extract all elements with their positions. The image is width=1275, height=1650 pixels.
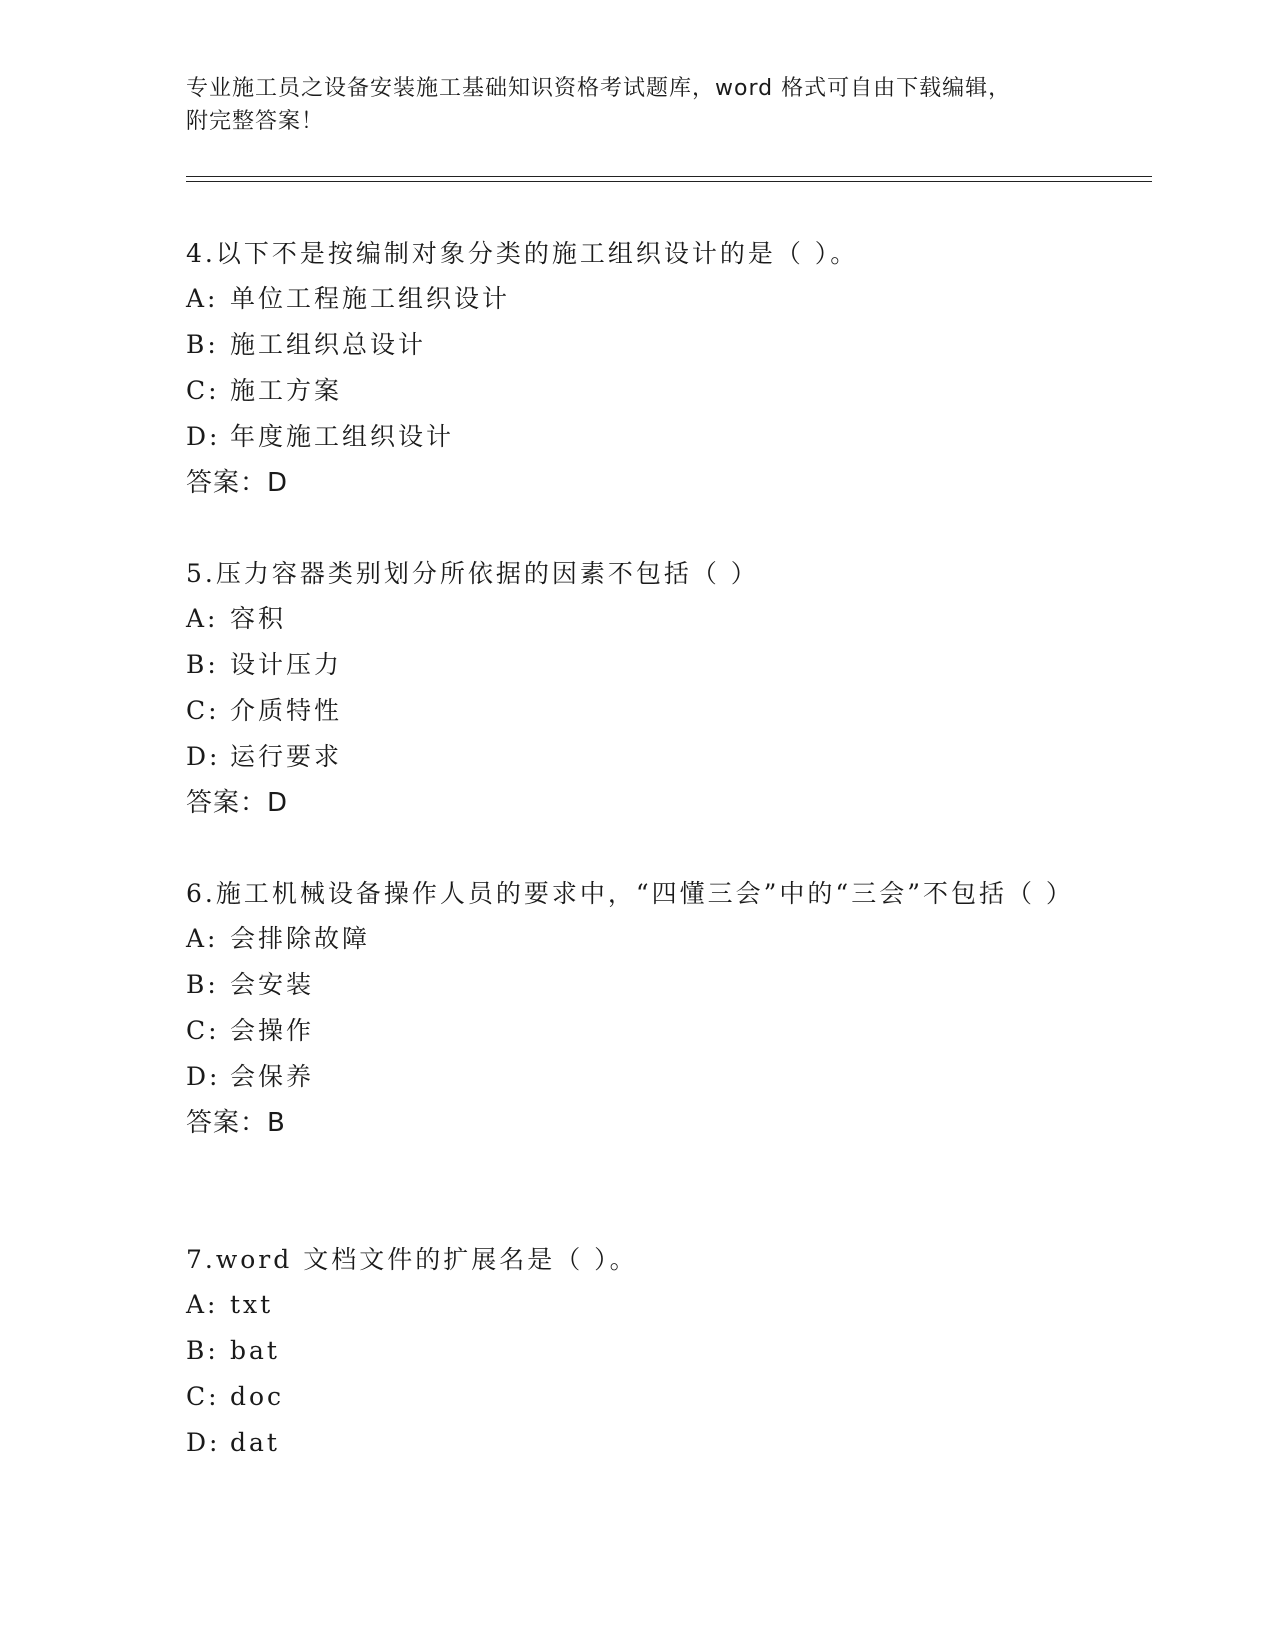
question-stem: 7.word 文档文件的扩展名是（ ）。 (186, 1245, 638, 1274)
option-key: C: (186, 696, 220, 725)
option-text: 年度施工组织设计 (230, 422, 455, 451)
header-divider-bottom (186, 181, 1152, 182)
option-text: 容积 (230, 604, 287, 633)
option-text: bat (230, 1336, 280, 1365)
question-6 (186, 872, 1086, 1146)
option-text: 施工组织总设计 (230, 330, 427, 359)
question-stem: 5.压力容器类别划分所依据的因素不包括（ ） (186, 559, 759, 588)
option-c (186, 368, 1086, 414)
option-c (186, 1008, 1086, 1054)
option-d (186, 1054, 1086, 1100)
option-d (186, 1420, 1086, 1466)
option-key: B: (186, 330, 219, 359)
option-text: 设计压力 (230, 650, 343, 679)
header-line-2: 附完整答案！ (186, 109, 325, 134)
answer-line: 答案：D (186, 468, 289, 498)
option-c (186, 1374, 1086, 1420)
option-a (186, 276, 1086, 322)
option-key: D: (186, 1062, 221, 1091)
option-text: 施工方案 (230, 376, 343, 405)
option-text: 会安装 (230, 970, 315, 999)
option-b (186, 322, 1086, 368)
option-text: 会排除故障 (230, 924, 371, 953)
header-divider-top (186, 176, 1152, 177)
option-text: dat (230, 1428, 280, 1457)
question-4 (186, 232, 1086, 506)
option-key: B: (186, 650, 219, 679)
question-stem: 4.以下不是按编制对象分类的施工组织设计的是（ ）。 (186, 239, 859, 268)
option-text: 单位工程施工组织设计 (230, 284, 511, 313)
option-text: doc (230, 1382, 285, 1411)
question-5 (186, 552, 1086, 826)
option-b (186, 1328, 1086, 1374)
option-key: A: (186, 284, 219, 313)
option-b (186, 962, 1086, 1008)
option-d (186, 414, 1086, 460)
option-key: D: (186, 742, 221, 771)
answer-line: 答案：D (186, 788, 289, 818)
option-b (186, 642, 1086, 688)
question-7 (186, 1238, 1086, 1466)
option-text: txt (230, 1290, 274, 1319)
header-line-1: 专业施工员之设备安装施工基础知识资格考试题库，word 格式可自由下载编辑， (186, 76, 1012, 101)
answer-line: 答案：B (186, 1108, 286, 1138)
option-a (186, 596, 1086, 642)
option-text: 会操作 (230, 1016, 315, 1045)
option-text: 会保养 (230, 1062, 315, 1091)
option-key: A: (186, 1290, 219, 1319)
option-key: C: (186, 1382, 220, 1411)
document-header (186, 72, 1086, 138)
option-a (186, 1282, 1086, 1328)
option-key: B: (186, 970, 219, 999)
question-stem: 6.施工机械设备操作人员的要求中，“四懂三会”中的“三会”不包括（ ） (186, 879, 1074, 908)
option-key: D: (186, 1428, 221, 1457)
option-key: A: (186, 604, 219, 633)
option-d (186, 734, 1086, 780)
option-key: C: (186, 1016, 220, 1045)
option-key: B: (186, 1336, 219, 1365)
option-c (186, 688, 1086, 734)
option-key: D: (186, 422, 221, 451)
option-text: 介质特性 (230, 696, 343, 725)
option-text: 运行要求 (230, 742, 343, 771)
option-a (186, 916, 1086, 962)
option-key: A: (186, 924, 219, 953)
option-key: C: (186, 376, 220, 405)
